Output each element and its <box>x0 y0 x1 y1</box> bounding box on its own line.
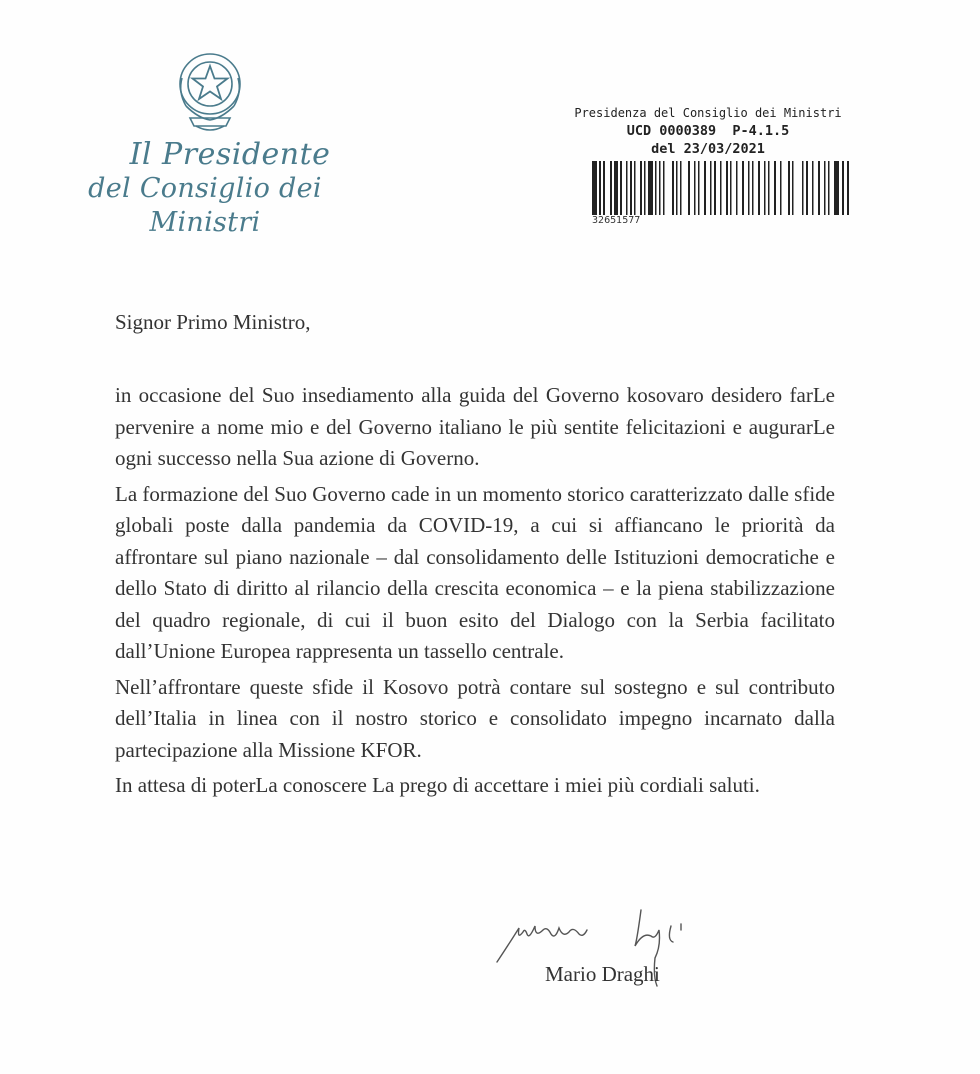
paragraph: Nell’affrontare queste sfide il Kosovo potrà contare sul sostegno e sul contributo dell’Italia in linea con il nostro storico e consolidato impegno incarnato dalla partecipazione alla Missione KFOR. <box>115 674 835 762</box>
letterhead-subtitle: del Consiglio dei Ministri <box>88 173 322 238</box>
protocol-stamp <box>552 106 864 226</box>
barcode-number: 32651577 <box>592 215 641 226</box>
signatory-name: Mario Draghi <box>545 962 660 986</box>
paragraph: La formazione del Suo Governo cade in un momento storico caratterizzato dalle sfide globali poste dalla pandemia da COVID-19, a cui si affiancano le priorità da affrontare sul piano nazionale – dal consolidamento delle Istituzioni democratiche e dello Stato di diritto al rilancio della crescita economica – e la piena stabilizzazione del quadro regionale, di cui il buon esito del Dialogo con la Serbia facilitato dall’Unione Europea rappresenta un tassello centrale. <box>115 481 835 663</box>
italian-republic-emblem-icon <box>172 48 248 134</box>
letterhead-title: Il Presidente <box>129 137 331 172</box>
salutation: Signor Primo Ministro, <box>115 310 311 334</box>
letterhead <box>40 48 380 240</box>
stamp-office: Presidenza del Consiglio dei Ministri <box>574 106 842 120</box>
paragraph: In attesa di poterLa conoscere La prego di accettare i miei più cordiali saluti. <box>115 773 760 797</box>
stamp-protocol-number: UCD 0000389 P-4.1.5 <box>626 123 790 139</box>
barcode-icon <box>592 161 852 215</box>
letter-body <box>115 380 835 806</box>
paragraph: in occasione del Suo insediamento alla guida del Governo kosovaro desidero farLe pervenire a nome mio e del Governo italiano le più sentite felicitazioni e augurarLe ogni successo nella Sua azione di Governo. <box>115 383 835 470</box>
stamp-date: del 23/03/2021 <box>651 141 765 157</box>
